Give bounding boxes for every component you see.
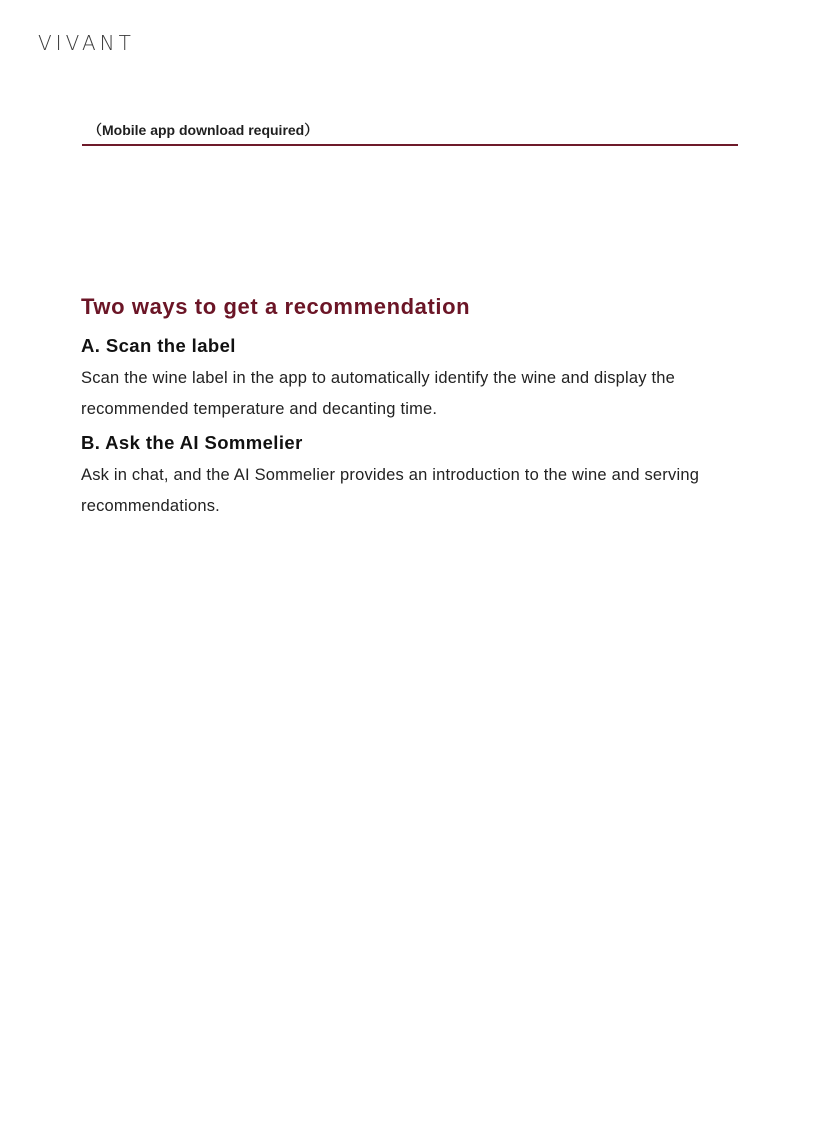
option-a-heading: A. Scan the label [81,335,236,356]
option-b-heading: B. Ask the AI Sommelier [81,432,303,453]
section-title: Two ways to get a recommendation [81,294,471,319]
section-divider [82,144,738,146]
option-b-text: Ask in chat, and the AI Sommelier provides an introduction to the wine and serving recommendations. [81,466,700,515]
vivant-logo: VIVANT [38,31,135,55]
option-a-text: Scan the wine label in the app to automatically identify the wine and display the recommended temperature and decanting time. [81,369,676,418]
app-required-note: （Mobile app download required） [88,122,319,138]
